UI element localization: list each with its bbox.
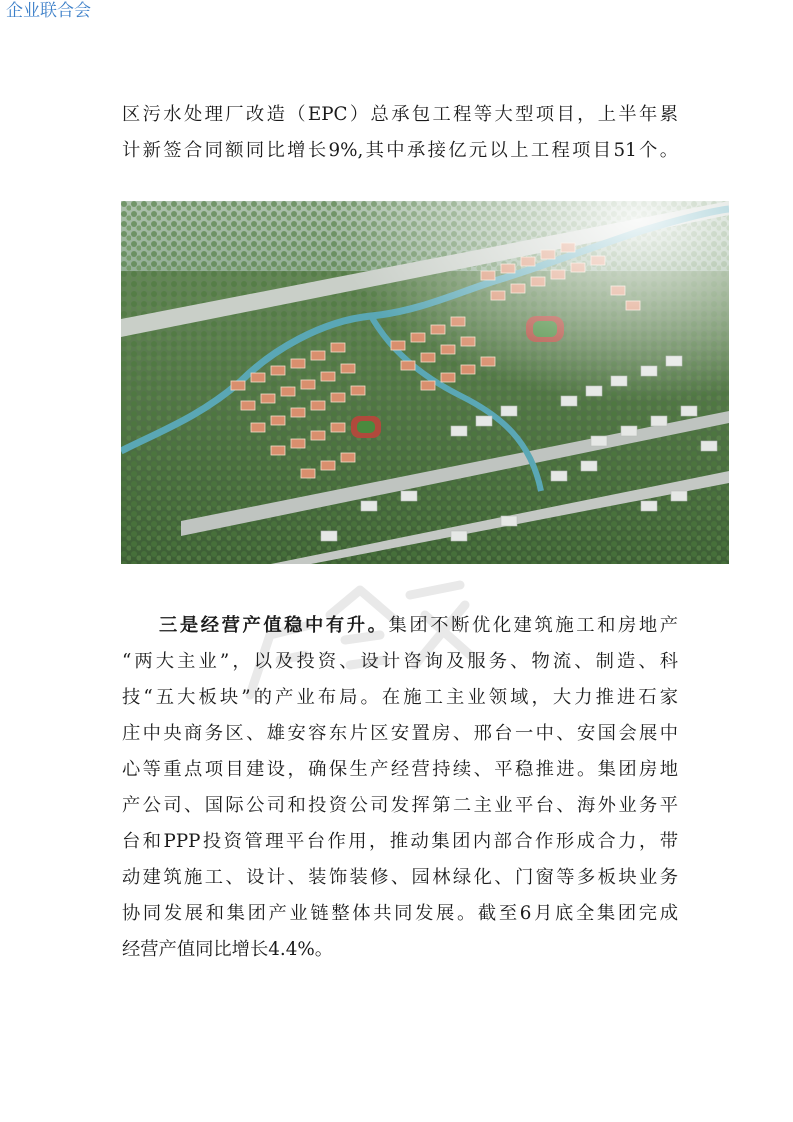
paragraph-line-2: “两大主业”，以及投资、设计咨询及服务、物流、制造、科 bbox=[122, 651, 678, 672]
aerial-city-rendering bbox=[121, 201, 729, 564]
paragraph-first-line-rest: 集团不断优化建筑施工和房地产 bbox=[388, 615, 679, 636]
paragraph-line-6: 产公司、国际公司和投资公司发挥第二主业平台、海外业务平 bbox=[122, 795, 678, 816]
paragraph-line-8: 动建筑施工、设计、装饰装修、园林绿化、门窗等多板块业务 bbox=[122, 867, 678, 888]
paragraph-line-4: 庄中央商务区、雄安容东片区安置房、邢台一中、安国会展中 bbox=[122, 723, 678, 744]
intro-text bbox=[122, 97, 678, 169]
paragraph-line-10: 经营产值同比增长4.4%。 bbox=[122, 939, 333, 960]
intro-line-1: 区污水处理厂改造（EPC）总承包工程等大型项目，上半年累 bbox=[122, 104, 678, 125]
paragraph-lead: 三是经营产值稳中有升。 bbox=[159, 615, 389, 636]
paragraph-line-5: 心等重点项目建设，确保生产经营持续、平稳推进。集团房地 bbox=[122, 759, 678, 780]
paragraph-line-9: 协同发展和集团产业链整体共同发展。截至6月底全集团完成 bbox=[122, 903, 678, 924]
paragraph-line-1 bbox=[122, 608, 678, 644]
organization-header: 企业联合会 bbox=[6, 1, 91, 21]
intro-line-2: 计新签合同额同比增长9%,其中承接亿元以上工程项目51个。 bbox=[122, 140, 678, 161]
paragraph-line-7: 台和PPP投资管理平台作用，推动集团内部合作形成合力，带 bbox=[122, 831, 678, 852]
paragraph-line-3: 技“五大板块”的产业布局。在施工主业领域，大力推进石家 bbox=[122, 687, 678, 708]
section-paragraph bbox=[122, 608, 678, 968]
